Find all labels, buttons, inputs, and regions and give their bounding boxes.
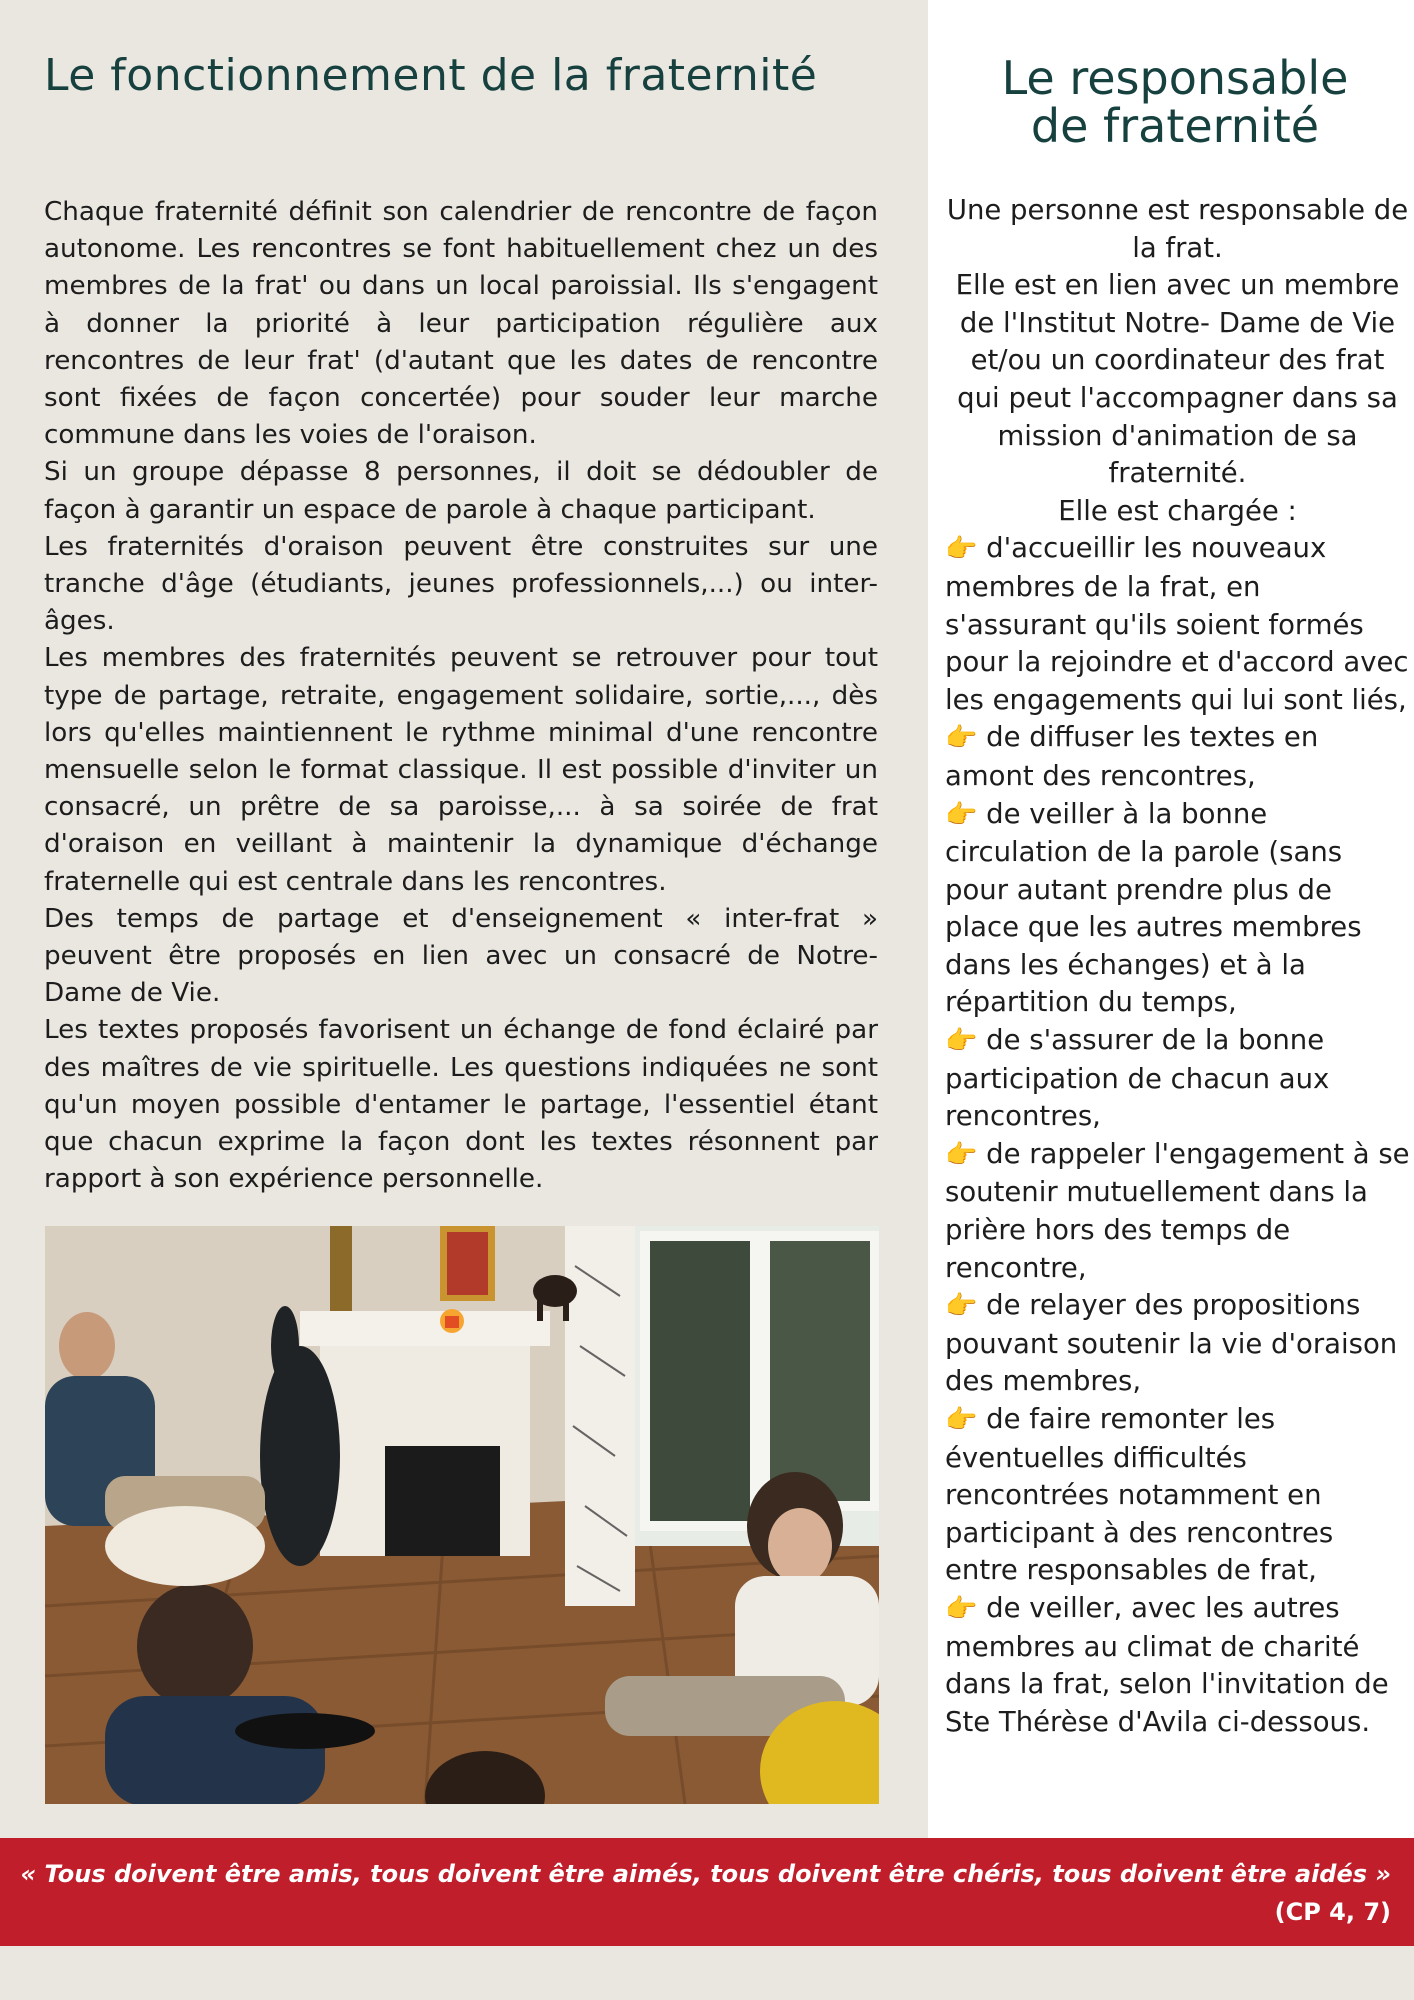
quote-text: « Tous doivent être amis, tous doivent être aimés, tous doivent être chéris, tous doivent être aidés »: [20, 1860, 1391, 1888]
list-item: 👉 de veiller à la bonne circulation de la parole (sans pour autant prendre plus de place que les autres membres dans les échanges) et à la répartition du temps,: [945, 797, 1362, 1019]
left-section-title: Le fonctionnement de la fraternité: [44, 50, 818, 101]
intro-line: Une personne est responsable de la frat.: [946, 194, 1409, 264]
group-prayer-photo: [45, 1226, 879, 1804]
intro-line: Elle est chargée :: [1058, 494, 1297, 527]
list-item: 👉 de veiller, avec les autres membres au climat de charité dans la frat, selon l'invitation de Ste Thérèse d'Avila ci-dessous.: [945, 1591, 1389, 1738]
paragraph: Les membres des fraternités peuvent se retrouver pour tout type de partage, retraite, engagement solidaire, sortie,..., dès lors qu'elles maintiennent le rythme minimal d'une rencontre mensuelle selon le format classique. Il est possible d'inviter un consacré, un prêtre de sa paroisse,... à sa soirée de frat d'oraison en veillant à maintenir la dynamique d'échange fraternelle qui est centrale dans les rencontres.: [44, 643, 878, 897]
title-line-2: de fraternité: [1030, 99, 1320, 153]
paragraph: Les fraternités d'oraison peuvent être construites sur une tranche d'âge (étudiants, jeunes professionnels,...) ou inter-âges.: [44, 531, 878, 637]
intro-line: Elle est en lien avec un membre de l'Institut Notre- Dame de Vie et/ou un coordinateur des frat qui peut l'accompagner dans sa mission d'animation de sa fraternité.: [955, 269, 1400, 490]
pointing-hand-icon: 👉: [945, 723, 978, 754]
pointing-hand-icon: 👉: [945, 1291, 978, 1322]
paragraph: Si un groupe dépasse 8 personnes, il doit se dédoubler de façon à garantir un espace de parole à chaque participant.: [44, 457, 878, 525]
pointing-hand-icon: 👉: [945, 1593, 978, 1624]
pointing-hand-icon: 👉: [945, 534, 978, 565]
pointing-hand-icon: 👉: [945, 1139, 978, 1170]
list-item: 👉 de s'assurer de la bonne participation de chacun aux rencontres,: [945, 1024, 1330, 1133]
pointing-hand-icon: 👉: [945, 799, 978, 830]
list-item: 👉 de faire remonter les éventuelles difficultés rencontrées notamment en participant à des rencontres entre responsables de frat,: [945, 1403, 1334, 1587]
list-item: 👉 de relayer des propositions pouvant soutenir la vie d'oraison des membres,: [945, 1289, 1398, 1398]
list-item: 👉 de rappeler l'engagement à se soutenir mutuellement dans la prière hors des temps de rencontre,: [945, 1137, 1410, 1284]
pointing-hand-icon: 👉: [945, 1405, 978, 1435]
room-illustration: [45, 1226, 879, 1804]
left-body-text: [44, 194, 878, 1198]
paragraph: Les textes proposés favorisent un échange de fond éclairé par des maîtres de vie spirituelle. Les questions indiquées ne sont qu'un moyen possible d'entamer le partage, l'essentiel étant que chacun exprime la façon dont les textes résonnent par rapport à son expérience personnelle.: [44, 1015, 878, 1195]
right-body-text: [945, 192, 1410, 1741]
list-item: 👉 d'accueillir les nouveaux membres de la frat, en s'assurant qu'ils soient formés pour la rejoindre et d'accord avec les engagements qui lui sont liés,: [945, 532, 1409, 716]
right-section-title: [940, 51, 1410, 153]
pointing-hand-icon: 👉: [945, 1026, 978, 1057]
list-item: 👉 de diffuser les textes en amont des rencontres,: [945, 721, 1319, 792]
paragraph: Chaque fraternité définit son calendrier de rencontre de façon autonome. Les rencontres se font habituellement chez un des membres de la frat' ou dans un local paroissial. Ils s'engagent à donner la priorité à leur participation régulière aux rencontres de leur frat' (d'autant que les dates de rencontre sont fixées de façon concertée) pour souder leur marche commune dans les voies de l'oraison.: [44, 197, 878, 451]
title-line-1: Le responsable: [1001, 51, 1349, 105]
paragraph: Des temps de partage et d'enseignement « inter-frat » peuvent être proposés en lien avec un consacré de Notre-Dame de Vie.: [44, 903, 878, 1009]
quote-banner: [0, 1838, 1414, 1946]
quote-reference: (CP 4, 7): [1274, 1898, 1391, 1926]
